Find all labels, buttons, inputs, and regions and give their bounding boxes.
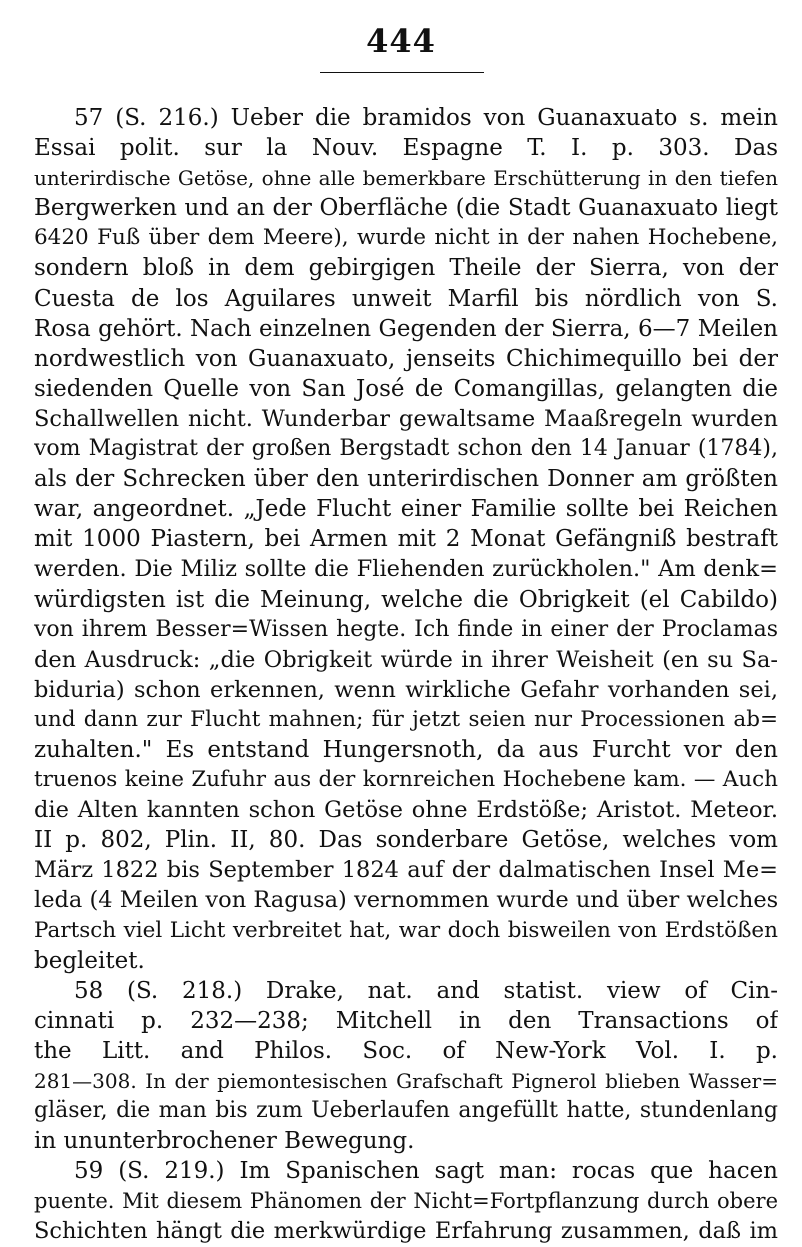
- text-line: Cuesta de los Aguilares unweit Marfil bis nördlich von S.: [34, 285, 778, 312]
- text-line: zuhalten." Es entstand Hungersnoth, da aus Furcht vor den: [34, 736, 778, 763]
- text-line: mit 1000 Piastern, bei Armen mit 2 Monat Gefängniß bestraft: [34, 526, 778, 553]
- text-line: Schichten hängt die merkwürdige Erfahrung zusammen, daß im: [34, 1218, 778, 1245]
- text-line: Rosa gehört. Nach einzelnen Gegenden der Sierra, 6—7 Meilen: [34, 315, 778, 342]
- text-line: würdigsten ist die Meinung, welche die Obrigkeit (el Cabildo): [34, 586, 778, 613]
- text-line: die Alten kannten schon Getöse ohne Erdstöße; Aristot. Meteor.: [34, 797, 778, 824]
- text-line: werden. Die Miliz sollte die Fliehenden zurückholen." Am denk=: [34, 556, 778, 583]
- text-line: unterirdische Getöse, ohne alle bemerkbare Erschütterung in den tiefen: [34, 166, 778, 191]
- text-line: den Ausdruck: „die Obrigkeit würde in ihrer Weisheit (en su Sa-: [34, 646, 778, 673]
- text-line: als der Schrecken über den unterirdischen Donner am größten: [34, 466, 778, 493]
- text-line: und dann zur Flucht mahnen; für jetzt seien nur Processionen ab=: [34, 706, 778, 732]
- text-line: puente. Mit diesem Phänomen der Nicht=Fortpflanzung durch obere: [34, 1189, 778, 1214]
- text-line: cinnati p. 232—238; Mitchell in den Transactions of: [34, 1007, 778, 1034]
- text-line: truenos keine Zufuhr aus der kornreichen Hochebene kam. — Auch: [34, 767, 778, 793]
- page-number: 444: [366, 22, 436, 60]
- text-line: vom Magistrat der großen Bergstadt schon den 14 Januar (1784),: [34, 436, 778, 462]
- text-line: in ununterbrochener Bewegung.: [34, 1128, 415, 1155]
- text-line: gläser, die man bis zum Ueberlaufen angefüllt hatte, stundenlang: [34, 1098, 778, 1124]
- text-line: von ihrem Besser=Wissen hegte. Ich finde in einer der Proclamas: [34, 616, 778, 642]
- text-line: 57 (S. 216.) Ueber die bramidos von Guanaxuato s. mein: [74, 105, 778, 131]
- header-rule: [320, 72, 484, 73]
- footnote-text-block: [34, 103, 778, 1247]
- text-line: Essai polit. sur la Nouv. Espagne T. I. p. 303. Das: [34, 135, 778, 162]
- text-line: sondern bloß in dem gebirgigen Theile der Sierra, von der: [34, 255, 778, 282]
- text-line: 59 (S. 219.) Im Spanischen sagt man: rocas que hacen: [74, 1158, 778, 1185]
- text-line: II p. 802, Plin. II, 80. Das sonderbare Getöse, welches vom: [34, 827, 778, 854]
- text-line: war, angeordnet. „Jede Flucht einer Familie sollte bei Reichen: [34, 496, 778, 523]
- text-line: siedenden Quelle von San José de Comangillas, gelangten die: [34, 375, 778, 402]
- text-line: leda (4 Meilen von Ragusa) vernommen wurde und über welches: [34, 887, 778, 914]
- text-line: nordwestlich von Guanaxuato, jenseits Chichimequillo bei der: [34, 345, 778, 372]
- text-line: 58 (S. 218.) Drake, nat. and statist. view of Cin-: [74, 977, 778, 1004]
- text-line: Schallwellen nicht. Wunderbar gewaltsame Maaßregeln wurden: [34, 405, 778, 432]
- text-line: Partsch viel Licht verbreitet hat, war doch bisweilen von Erdstößen: [34, 917, 778, 943]
- text-line: the Litt. and Philos. Soc. of New-York Vol. I. p.: [34, 1037, 778, 1064]
- text-line: biduria) schon erkennen, wenn wirkliche Gefahr vorhanden sei,: [34, 676, 778, 703]
- text-line: März 1822 bis September 1824 auf der dalmatischen Insel Me=: [34, 857, 778, 884]
- text-line: 281—308. In der piemontesischen Grafschaft Pignerol blieben Wasser=: [34, 1069, 778, 1093]
- text-line: 6420 Fuß über dem Meere), wurde nicht in der nahen Hochebene,: [34, 225, 778, 251]
- text-line: Bergwerken und an der Oberfläche (die Stadt Guanaxuato liegt: [34, 195, 778, 222]
- text-line: begleitet.: [34, 947, 145, 974]
